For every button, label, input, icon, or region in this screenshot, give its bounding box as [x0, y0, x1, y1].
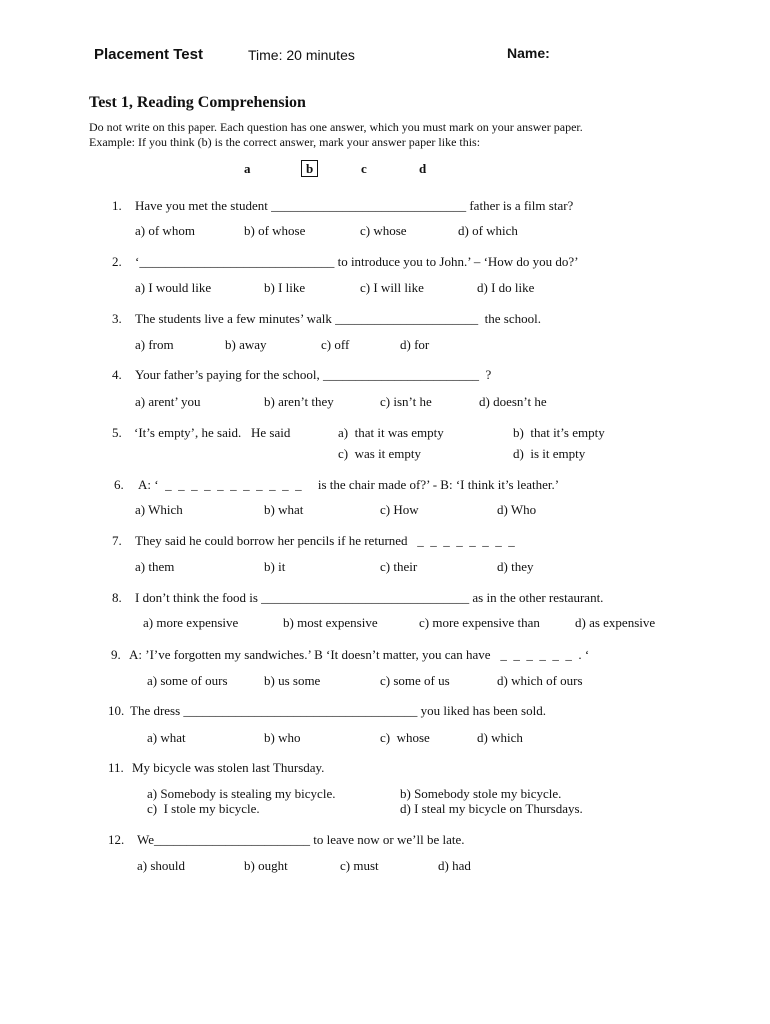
question-text: They said he could borrow her pencils if he returned _ _ _ _ _ _ _ _: [135, 533, 515, 548]
option-c: c) I will like: [360, 280, 424, 295]
option-d: d) I do like: [477, 280, 535, 295]
option-a: a) that it was empty: [338, 425, 444, 440]
question-number: 12.: [108, 832, 125, 847]
question-number: 9.: [111, 647, 121, 662]
option-a: a) arent’ you: [135, 394, 201, 409]
example-option-d: d: [419, 161, 427, 176]
question-number: 10.: [108, 703, 125, 718]
instructions-line-2: Example: If you think (b) is the correct answer, mark your answer paper like this:: [89, 135, 481, 149]
option-b: b) aren’t they: [264, 394, 334, 409]
option-c: c) whose: [380, 730, 430, 745]
option-c: c) whose: [360, 223, 407, 238]
option-d: d) doesn’t he: [479, 394, 547, 409]
question-number: 2.: [112, 254, 122, 269]
option-a: a) more expensive: [143, 615, 239, 630]
option-b: b) us some: [264, 673, 321, 688]
option-c: c) must: [340, 858, 379, 873]
question-text: The students live a few minutes’ walk ______________________ the school.: [135, 311, 541, 326]
option-b: b) what: [264, 502, 304, 517]
option-d: d) which: [477, 730, 523, 745]
question-number: 3.: [112, 311, 122, 326]
option-c: c) I stole my bicycle.: [147, 801, 260, 816]
option-d: d) I steal my bicycle on Thursdays.: [400, 801, 583, 816]
option-a: a) Which: [135, 502, 183, 517]
option-c: c) more expensive than: [419, 615, 540, 630]
question-number: 4.: [112, 367, 122, 382]
name-label: Name:: [507, 45, 550, 61]
question-text: ‘______________________________ to introduce you to John.’ – ‘How do you do?’: [135, 254, 579, 269]
option-b: b) Somebody stole my bicycle.: [400, 786, 562, 801]
question-number: 7.: [112, 533, 122, 548]
option-c: c) was it empty: [338, 446, 422, 461]
option-d: d) for: [400, 337, 430, 352]
option-b: b) who: [264, 730, 301, 745]
option-a: a) them: [135, 559, 175, 574]
option-d: d) of which: [458, 223, 518, 238]
question-number: 8.: [112, 590, 122, 605]
option-c: c) isn’t he: [380, 394, 432, 409]
option-c: c) How: [380, 502, 419, 517]
option-a: a) I would like: [135, 280, 212, 295]
option-d: d) they: [497, 559, 534, 574]
question-text: A: ‘ _ _ _ _ _ _ _ _ _ _ _ is the chair made of?’ - B: ‘I think it’s leather.’: [138, 477, 560, 492]
example-option-b-marked: b: [301, 160, 318, 177]
option-a: a) from: [135, 337, 174, 352]
section-title: Test 1, Reading Comprehension: [89, 94, 306, 111]
option-b: b) of whose: [244, 223, 306, 238]
option-c: c) off: [321, 337, 350, 352]
question-text: ‘It’s empty’, he said. He said: [134, 425, 291, 440]
test-title: Placement Test: [94, 46, 203, 63]
option-d: d) which of ours: [497, 673, 583, 688]
option-b: b) most expensive: [283, 615, 378, 630]
option-b: b) I like: [264, 280, 306, 295]
option-a: a) should: [137, 858, 186, 873]
option-d: d) Who: [497, 502, 537, 517]
example-option-a: a: [244, 161, 251, 176]
option-a: a) what: [147, 730, 186, 745]
question-text: My bicycle was stolen last Thursday.: [132, 760, 325, 775]
question-text: A: ’I’ve forgotten my sandwiches.’ B ‘It doesn’t matter, you can have _ _ _ _ _ _ . ‘: [129, 647, 590, 662]
question-number: 5.: [112, 425, 122, 440]
question-number: 6.: [114, 477, 124, 492]
option-c: c) some of us: [380, 673, 450, 688]
question-number: 11.: [108, 760, 124, 775]
option-b: b) it: [264, 559, 286, 574]
option-b: b) that it’s empty: [513, 425, 605, 440]
option-d: d) is it empty: [513, 446, 586, 461]
question-text: We________________________ to leave now or we’ll be late.: [137, 832, 465, 847]
example-option-c: c: [361, 161, 367, 176]
option-b: b) ought: [244, 858, 288, 873]
question-text: I don’t think the food is ________________________________ as in the other restaurant.: [135, 590, 604, 605]
question-number: 1.: [112, 198, 122, 213]
time-limit: Time: 20 minutes: [248, 47, 355, 63]
question-text: Have you met the student ______________________________ father is a film star?: [135, 198, 574, 213]
option-a: a) some of ours: [147, 673, 228, 688]
option-a: a) Somebody is stealing my bicycle.: [147, 786, 336, 801]
option-b: b) away: [225, 337, 267, 352]
option-d: d) had: [438, 858, 471, 873]
option-c: c) their: [380, 559, 418, 574]
instructions-line-1: Do not write on this paper. Each question has one answer, which you must mark on your answer paper.: [89, 120, 583, 134]
option-d: d) as expensive: [575, 615, 656, 630]
question-text: Your father’s paying for the school, ________________________ ?: [135, 367, 492, 382]
option-a: a) of whom: [135, 223, 195, 238]
question-text: The dress ____________________________________ you liked has been sold.: [130, 703, 546, 718]
